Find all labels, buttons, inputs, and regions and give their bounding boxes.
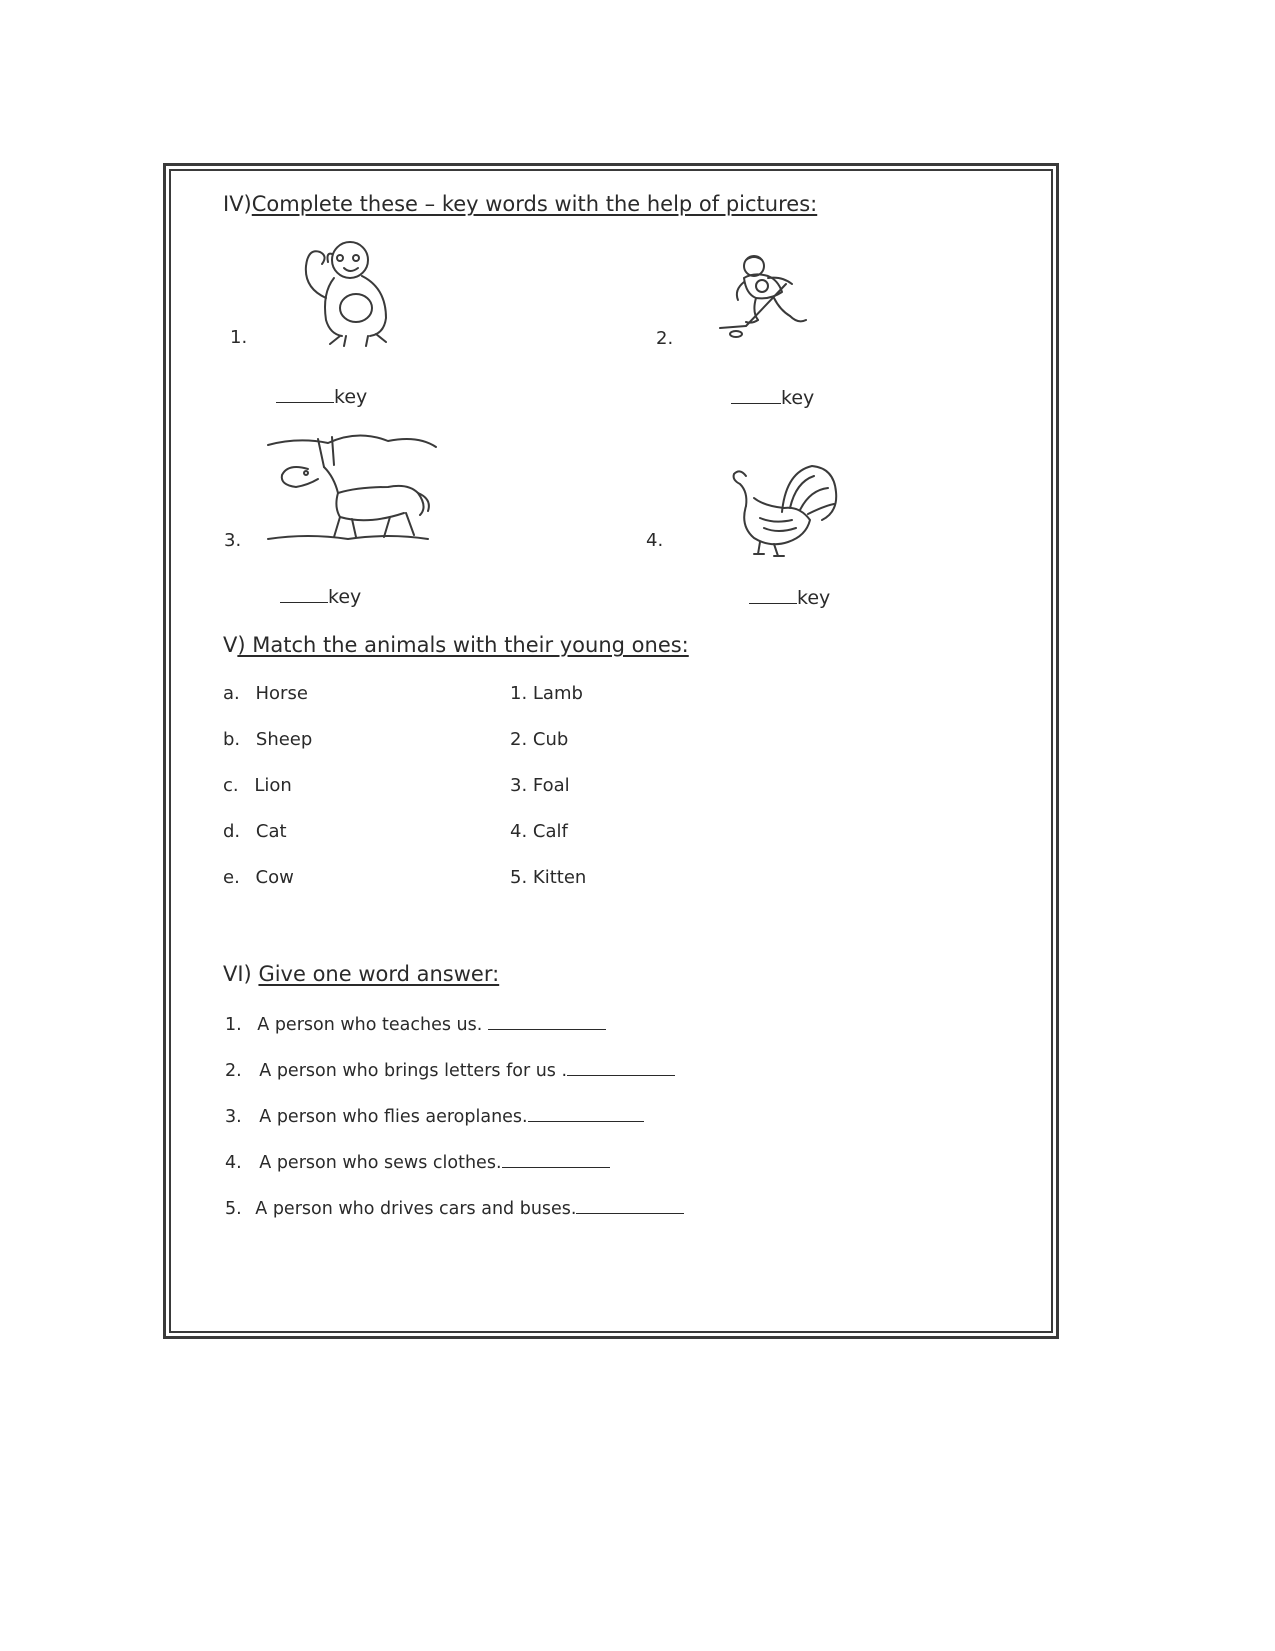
question-item xyxy=(225,1199,684,1219)
young-one-item: 3. Foal xyxy=(510,775,570,796)
question-item xyxy=(225,1015,606,1035)
item-2-answer[interactable] xyxy=(731,387,814,409)
section-vi-heading xyxy=(223,962,499,986)
animal-letter: c. xyxy=(223,775,239,796)
animal-item xyxy=(223,821,287,842)
section-v-heading xyxy=(223,633,689,657)
animal-name: Sheep xyxy=(255,729,313,750)
section-iv-title: Complete these – key words with the help of pictures: xyxy=(251,192,818,216)
section-v-title: ) Match the animals with their young ones: xyxy=(237,633,689,657)
animal-name: Lion xyxy=(254,775,292,796)
animal-letter: d. xyxy=(223,821,241,842)
item-1-answer[interactable] xyxy=(276,386,367,408)
animal-letter: b. xyxy=(223,729,241,750)
item-2-number: 2. xyxy=(656,328,674,349)
young-one-item: 5. Kitten xyxy=(510,867,587,888)
item-1-blank[interactable] xyxy=(276,401,334,403)
item-2-suffix: key xyxy=(781,387,815,409)
question-text: A person who flies aeroplanes. xyxy=(259,1107,528,1127)
question-number: 2. xyxy=(225,1061,242,1081)
question-number: 4. xyxy=(225,1153,242,1173)
section-v-label: V xyxy=(223,633,238,657)
hockey-player-picture xyxy=(716,254,820,342)
item-4-answer[interactable] xyxy=(749,587,830,609)
item-3-blank[interactable] xyxy=(280,601,328,603)
question-item xyxy=(225,1061,675,1081)
item-2-blank[interactable] xyxy=(731,402,781,404)
section-iv-label: IV) xyxy=(223,192,252,216)
answer-blank[interactable] xyxy=(488,1028,606,1030)
answer-blank[interactable] xyxy=(528,1120,644,1122)
item-3-suffix: key xyxy=(328,586,362,608)
item-4-number: 4. xyxy=(646,530,664,551)
section-vi-title: Give one word answer: xyxy=(258,962,500,986)
answer-blank[interactable] xyxy=(576,1212,684,1214)
item-4-suffix: key xyxy=(797,587,831,609)
answer-blank[interactable] xyxy=(502,1166,610,1168)
young-one-item: 4. Calf xyxy=(510,821,568,842)
question-item xyxy=(225,1153,610,1173)
section-vi-label: VI) xyxy=(223,962,252,986)
item-1-suffix: key xyxy=(334,386,368,408)
animal-name: Cat xyxy=(255,821,287,842)
question-text: A person who brings letters for us . xyxy=(259,1061,568,1081)
animal-item xyxy=(223,867,294,888)
question-text: A person who teaches us. xyxy=(257,1015,483,1035)
question-number: 1. xyxy=(225,1015,242,1035)
animal-name: Cow xyxy=(255,867,294,888)
monkey-picture xyxy=(300,238,410,353)
question-number: 5. xyxy=(225,1199,242,1219)
item-4-blank[interactable] xyxy=(749,602,797,604)
turkey-picture xyxy=(730,462,840,557)
donkey-picture xyxy=(268,433,438,553)
young-one-item: 2. Cub xyxy=(510,729,569,750)
animal-item xyxy=(223,683,308,704)
item-3-number: 3. xyxy=(224,530,242,551)
section-iv-heading xyxy=(223,192,817,216)
item-3-answer[interactable] xyxy=(280,586,361,608)
item-1-number: 1. xyxy=(230,327,248,348)
animal-item xyxy=(223,775,292,796)
question-number: 3. xyxy=(225,1107,242,1127)
animal-letter: e. xyxy=(223,867,240,888)
animal-name: Horse xyxy=(255,683,308,704)
young-one-item: 1. Lamb xyxy=(510,683,583,704)
question-text: A person who sews clothes. xyxy=(259,1153,502,1173)
animal-letter: a. xyxy=(223,683,240,704)
answer-blank[interactable] xyxy=(567,1074,675,1076)
question-text: A person who drives cars and buses. xyxy=(255,1199,577,1219)
question-item xyxy=(225,1107,644,1127)
animal-item xyxy=(223,729,312,750)
